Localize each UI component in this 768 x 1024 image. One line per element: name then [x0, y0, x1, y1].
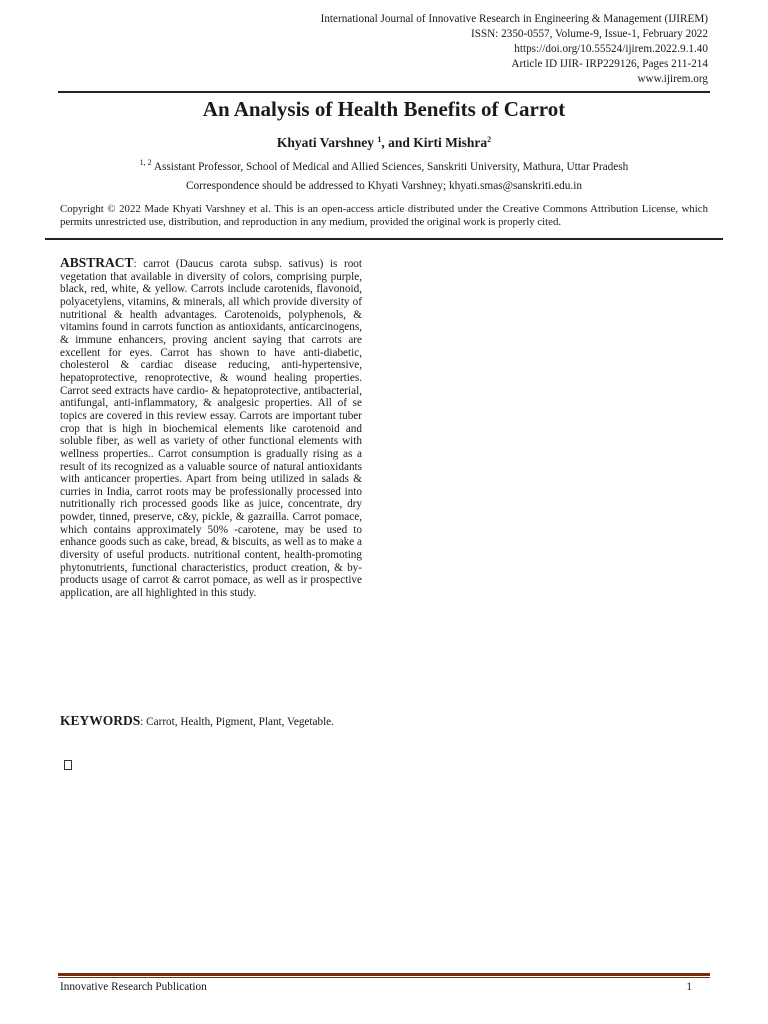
authors-line — [58, 135, 710, 151]
author-1: Khyati Varshney — [276, 135, 378, 150]
placeholder-glyph-icon — [64, 760, 72, 770]
affiliation-sup: 1, 2 — [139, 158, 152, 167]
journal-website[interactable]: www.ijirem.org — [637, 73, 708, 85]
journal-name: International Journal of Innovative Research in Engineering & Management (IJIREM) — [320, 13, 708, 25]
doi-link[interactable]: https://doi.org/10.55524/ijirem.2022.9.1.40 — [514, 43, 708, 55]
header-divider — [58, 91, 710, 93]
journal-issn: ISSN: 2350-0557, Volume-9, Issue-1, February 2022 — [471, 28, 708, 40]
author-2-sup: 2 — [487, 135, 492, 144]
abstract-section — [60, 257, 362, 600]
affiliation-line — [58, 158, 710, 173]
footer-publisher: Innovative Research Publication — [60, 981, 207, 993]
author-2: , and Kirti Mishra — [381, 135, 488, 150]
copyright-notice: Copyright © 2022 Made Khyati Varshney et al. This is an open-access article distributed under the Creative Commons Attribution License, which permits unrestricted use, distribution, and reproduction in any medium, provided the original work is properly cited. — [60, 203, 708, 228]
article-id: Article ID IJIR- IRP229126, Pages 211-214 — [511, 58, 708, 70]
paper-title: An Analysis of Health Benefits of Carrot — [202, 97, 566, 121]
abstract-body: : carrot (Daucus carota subsp. sativus) is root vegetation that available in diversity of colors, comprising purple, black, red, white, & yellow. Carrots include carotenids, flavonoid, polyacetylens, vitamins, & minerals, all which provide diversity of nutritional & health advantages. Carotenoids, polyphenols, & vitamins found in carrots function as antioxidants, anticarcinogens, & immune enhancers, proving ancient saying that carrots are excellent for eyes. Carrot has shown to have anti-diabetic, cholesterol & cardiac disease reducing, anti-hypertensive, hepatoprotective, renoprotective, & wound healing properties. Carrot seed extracts have cardio- & hepatoprotective, antibacterial, antifungal, anti-inflammatory, & analgesic properties. All of se topics are covered in this review essay. Carrots are important tuber crop that is high in biochemical elements like carotenoid and soluble fiber, as well as variety of other functional elements with wellness properties.. Carrot consumption is gradually rising as a result of its recognized as a valuable source of natural antioxidants with anticancer properties. Apart from being utilized in salads & curries in India, carrot roots may be professionally processed into nutritionally rich processed goods like as juice, concentrate, dry powder, tinned, preserve, c&y, pickle, & gazrailla. Carrot pomace, which contains approximately 50% -carotene, may be used to enhance goods such as cake, bread, & biscuits, as well as to make a diversity of useful products. nutritional content, health-promoting phytonutrients, functional characteristics, product creation, & by-products usage of carrot & carrot pomace, as well as ir prospective application, are all highlighted in this study. — [60, 258, 362, 600]
page-number: 1 — [686, 981, 692, 993]
affiliation-text: Assistant Professor, School of Medical and Allied Sciences, Sanskriti University, Mathura, Uttar Pradesh — [151, 161, 629, 173]
keywords-heading: KEYWORDS — [60, 713, 141, 728]
author-1-sup: 1 — [377, 135, 382, 144]
journal-header — [321, 12, 708, 87]
keywords-section — [60, 714, 362, 729]
footer-rule-thick — [58, 973, 710, 976]
footer-rule-thin — [58, 977, 710, 978]
correspondence-line: Correspondence should be addressed to Khyati Varshney; khyati.smas@sanskriti.edu.in — [185, 180, 583, 192]
abstract-heading: ABSTRACT — [60, 255, 134, 270]
keywords-body: : Carrot, Health, Pigment, Plant, Vegetable. — [140, 716, 334, 728]
section-divider — [45, 238, 723, 240]
